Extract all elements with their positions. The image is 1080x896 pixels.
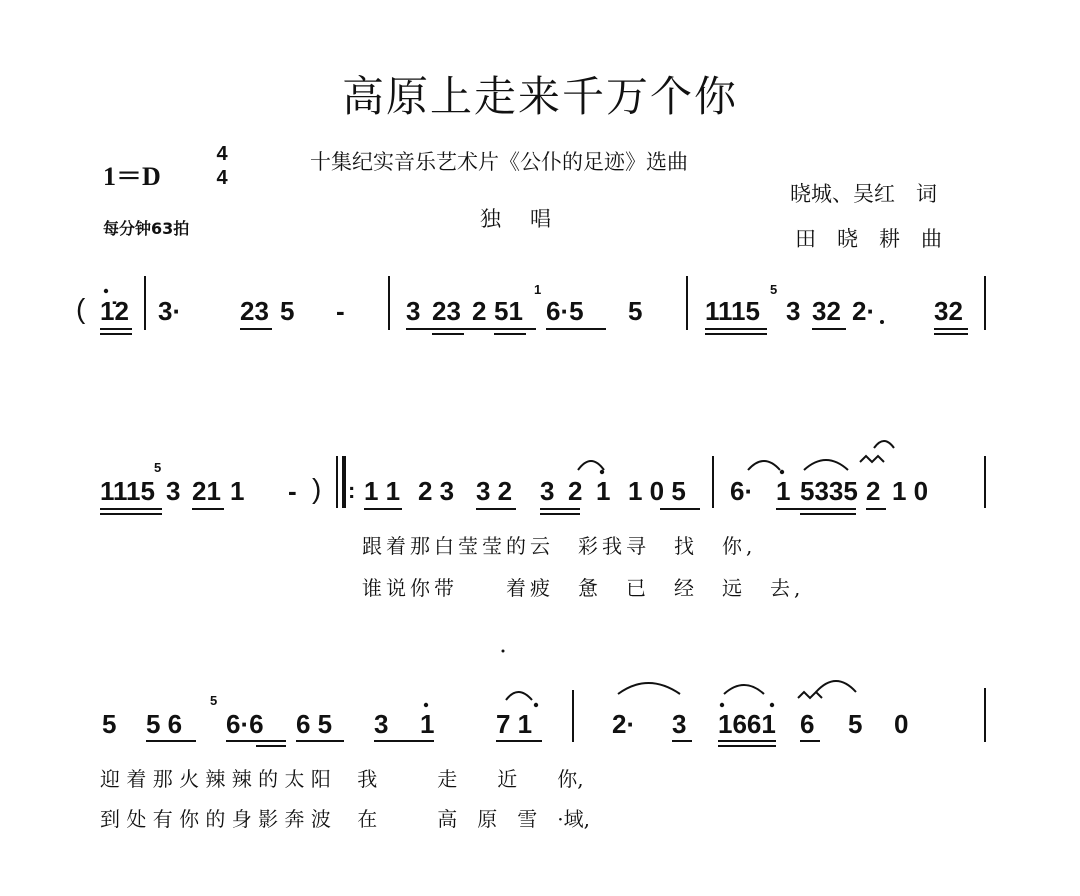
note: 6 <box>800 709 815 739</box>
ornament-mark <box>860 456 884 462</box>
note-group: 5335 <box>800 476 858 506</box>
dash-hold: - <box>336 296 345 326</box>
close-paren: ) <box>312 473 322 504</box>
note-group: 1 1 <box>364 476 401 506</box>
slur-mark <box>506 692 532 700</box>
composer-credit: 田 晓 耕 曲 <box>795 227 942 251</box>
high-octave-dot <box>424 703 428 707</box>
stray-mark <box>502 650 505 653</box>
note: 3 <box>540 476 555 506</box>
note: 3 <box>786 296 801 326</box>
note: 2 <box>568 476 583 506</box>
note-group: 1 0 <box>892 476 929 506</box>
slur-mark <box>618 683 680 694</box>
dash-hold: - <box>288 476 297 506</box>
octave-dots <box>104 289 784 707</box>
note-group: 6 5 <box>296 709 333 739</box>
lyric-line-1: 迎 着 那 火 辣 辣 的 太 阳 我 走 近 你, <box>100 767 584 791</box>
high-octave-dot <box>770 703 774 707</box>
grace-note: 5 <box>210 693 218 708</box>
lyric-line-1: 跟着那白莹莹的云 彩我寻 找 你, <box>362 534 757 558</box>
note: 3 <box>406 296 421 326</box>
note-group: 7 1 <box>496 709 533 739</box>
slur-mark <box>748 461 780 470</box>
note: 5 <box>848 709 863 739</box>
time-signature-bottom: 4 <box>216 167 228 189</box>
tempo-marking: 每分钟63拍 <box>103 219 190 238</box>
note-group: 1̇2 <box>100 296 129 326</box>
note: 3· <box>158 296 182 326</box>
high-octave-dot <box>720 703 724 707</box>
note: 3 <box>166 476 181 506</box>
note-group: 1115 <box>100 476 155 506</box>
slur-mark <box>578 461 604 470</box>
grace-note: 1 <box>534 282 542 297</box>
high-octave-dot <box>104 289 108 293</box>
subtitle: 十集纪实音乐艺术片《公仆的足迹》选曲 <box>310 150 688 174</box>
note: 6· <box>730 476 754 506</box>
note-group: 3 2 <box>476 476 513 506</box>
note-group: 6·5 <box>546 296 584 326</box>
slur-mark <box>804 460 848 470</box>
note: 1 <box>776 476 791 506</box>
ornament-mark <box>798 692 822 698</box>
grace-note: 5 <box>154 460 162 475</box>
song-title: 高原上走来千万个你 <box>341 72 738 121</box>
grace-note: 5 <box>770 282 778 297</box>
note-group: 1115 <box>705 296 760 326</box>
note-group: 21 <box>192 476 221 506</box>
slur-mark <box>874 441 894 448</box>
note: 2 <box>866 476 881 506</box>
note-group: 1661 <box>718 709 776 739</box>
note-group: 32 <box>812 296 841 326</box>
note-group: 32 <box>934 296 963 326</box>
note: 2· <box>852 296 876 326</box>
open-paren: ( <box>76 293 86 324</box>
note: 3 <box>374 709 389 739</box>
slur-mark <box>724 685 764 694</box>
note: 1 <box>420 709 435 739</box>
note: 5 <box>102 709 117 739</box>
repeat-dots: : <box>348 478 356 503</box>
note: 1 <box>230 476 245 506</box>
lyric-line-2: 谁说你带 着疲 惫 已 经 远 去, <box>362 576 805 600</box>
time-signature-top: 4 <box>216 143 228 165</box>
high-octave-dot <box>600 470 604 474</box>
slur-mark <box>816 681 856 692</box>
note-group: 23 <box>240 296 269 326</box>
note-group: 5 6 <box>146 709 183 739</box>
lyric-line-2: 到 处 有 你 的 身 影 奔 波 在 高 原 雪 ·域, <box>100 807 590 831</box>
lyricist-credit: 晓城、吴红 词 <box>790 182 937 206</box>
performance-type: 独 唱 <box>480 207 555 231</box>
key-signature: 1＝D <box>103 162 161 191</box>
note: 0 <box>894 709 909 739</box>
note-group: 23 <box>432 296 461 326</box>
note-group: 51 <box>494 296 523 326</box>
note-group: 1 0 5 <box>628 476 686 506</box>
note: 5 <box>628 296 643 326</box>
note: 2· <box>612 709 636 739</box>
high-octave-dot <box>780 470 784 474</box>
high-octave-dot <box>534 703 538 707</box>
note: 5 <box>280 296 295 326</box>
note-group: 6·6 <box>226 709 264 739</box>
note: 3 <box>672 709 687 739</box>
note-group: 2 3 <box>418 476 455 506</box>
note: 2 <box>472 296 487 326</box>
note: 1 <box>596 476 611 506</box>
